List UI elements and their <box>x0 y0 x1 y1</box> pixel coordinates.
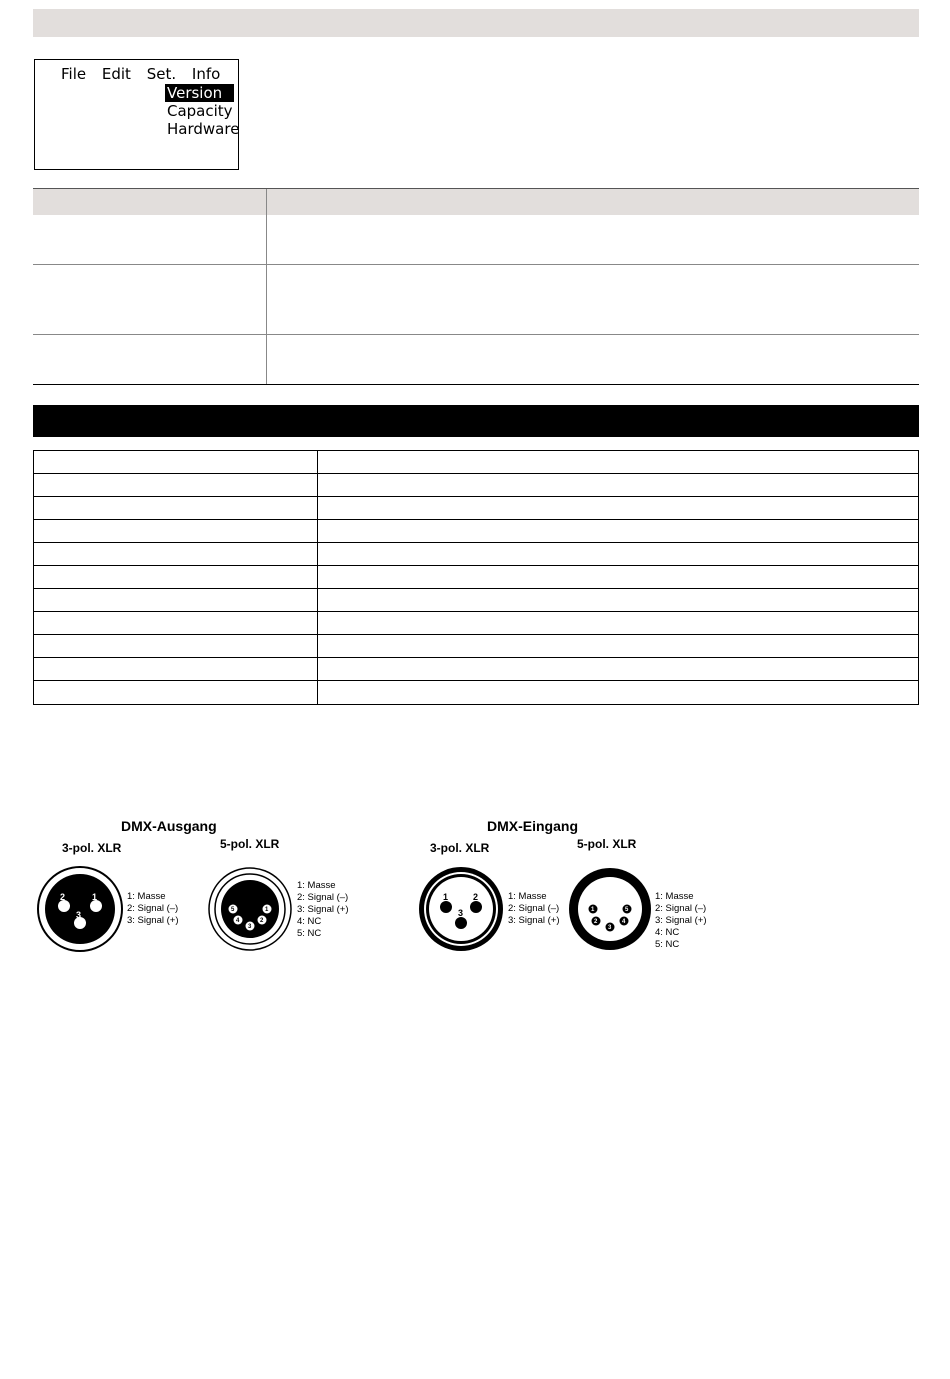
pin-number: 3 <box>608 925 612 931</box>
table-row <box>33 215 919 265</box>
table-row <box>34 635 918 658</box>
pin-description: 3: Signal (+) <box>297 904 349 915</box>
pin-description: 5: NC <box>655 939 680 950</box>
table-row <box>33 335 919 385</box>
input-xlr3-label: 3-pol. XLR <box>430 841 490 855</box>
dmx-input-title: DMX-Eingang <box>487 818 578 834</box>
pin-description: 4: NC <box>297 916 322 927</box>
table-row <box>34 497 918 520</box>
dmx-output-title: DMX-Ausgang <box>121 818 217 834</box>
display-menu-screen <box>34 59 239 170</box>
pin-number: 1 <box>591 907 595 913</box>
pin-number: 3 <box>248 924 252 930</box>
section-title-bar <box>33 405 919 437</box>
pin-description: 2: Signal (–) <box>655 903 707 914</box>
pin-number: 3 <box>458 908 464 918</box>
table-row <box>34 612 918 635</box>
pin-description: 3: Signal (+) <box>127 915 179 926</box>
dmx-connector-diagram <box>30 810 730 960</box>
output-xlr5-label: 5-pol. XLR <box>220 837 280 851</box>
pin-number: 2 <box>594 919 598 925</box>
pin-description: 3: Signal (+) <box>508 915 560 926</box>
pin-number: 2 <box>260 918 264 924</box>
table-row <box>34 566 918 589</box>
pin-number: 4 <box>236 918 240 924</box>
pin-description: 2: Signal (–) <box>127 903 179 914</box>
pin-number: 4 <box>622 919 626 925</box>
table-row <box>34 474 918 497</box>
output-xlr3-connector-icon <box>38 867 122 951</box>
menu-function-table <box>33 188 919 385</box>
pin-number: 1 <box>92 892 98 902</box>
pin-description: 1: Masse <box>127 891 166 902</box>
pin-description: 2: Signal (–) <box>508 903 560 914</box>
output-xlr3-label: 3-pol. XLR <box>62 841 122 855</box>
pin-number: 5 <box>231 907 235 913</box>
table-header <box>33 188 919 215</box>
submenu-item-hardware[interactable]: Hardware <box>167 120 240 138</box>
input-xlr5-connector-icon <box>569 868 651 950</box>
output-xlr5-connector-icon <box>209 868 291 950</box>
input-xlr3-connector-icon <box>419 867 503 951</box>
pin-number: 1 <box>443 892 449 902</box>
pin-description: 1: Masse <box>655 891 694 902</box>
pin-number: 1 <box>265 907 269 913</box>
pin-number: 2 <box>60 892 66 902</box>
pin-number: 2 <box>473 892 479 902</box>
pin-description: 5: NC <box>297 928 322 939</box>
pin-description: 1: Masse <box>508 891 547 902</box>
menu-info[interactable]: Info <box>191 65 221 83</box>
pin-description: 4: NC <box>655 927 680 938</box>
input-xlr5-label: 5-pol. XLR <box>577 837 637 851</box>
pin-number: 3 <box>76 910 82 920</box>
table-row <box>34 681 918 704</box>
menu-file[interactable]: File <box>61 65 87 83</box>
submenu-item-capacity[interactable]: Capacity <box>167 102 233 120</box>
table-row <box>34 589 918 612</box>
pin-number: 5 <box>625 907 629 913</box>
pin-description: 2: Signal (–) <box>297 892 349 903</box>
table-row <box>34 520 918 543</box>
pin-description: 1: Masse <box>297 880 336 891</box>
menu-bar <box>61 65 220 83</box>
table-row <box>33 265 919 335</box>
menu-edit[interactable]: Edit <box>101 65 131 83</box>
submenu-item-version[interactable]: Version <box>165 84 234 102</box>
menu-set[interactable]: Set. <box>146 65 177 83</box>
table-row <box>34 658 918 681</box>
table-row <box>34 543 918 566</box>
table-row <box>34 451 918 474</box>
section-header-bar <box>33 9 919 37</box>
info-submenu <box>165 84 239 138</box>
specifications-table <box>33 450 919 705</box>
pin-description: 3: Signal (+) <box>655 915 707 926</box>
